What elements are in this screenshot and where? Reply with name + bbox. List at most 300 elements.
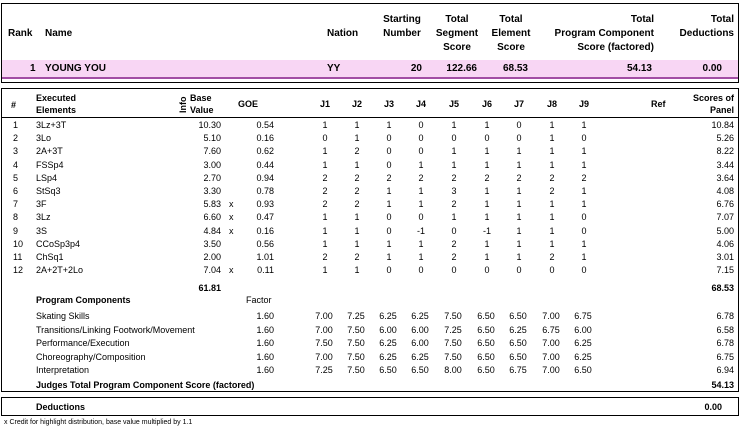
header-tes-line1: Total (499, 14, 523, 25)
element-judge-score: 1 (354, 225, 360, 236)
col-judge-header-8: J8 (546, 99, 557, 109)
element-judge-score: 0 (484, 265, 490, 276)
elements-base-total: 61.81 (198, 283, 221, 293)
pc-judge-score: 6.00 (379, 324, 397, 335)
pc-judge-score: 7.00 (315, 324, 333, 335)
element-judge-score: 0 (322, 133, 328, 144)
pc-factor: 1.60 (256, 365, 274, 376)
element-judge-score: 1 (322, 159, 328, 170)
element-row (0, 251, 740, 264)
element-x-credit: x (229, 265, 234, 276)
element-base-value: 3.50 (203, 238, 221, 249)
col-judge-header-5: J5 (448, 99, 459, 109)
element-judge-score: 1 (418, 186, 424, 196)
pc-title: Program Components (36, 295, 131, 305)
element-judge-score: 1 (516, 186, 522, 196)
col-num-header: # (11, 100, 17, 110)
header-total-element-score (480, 13, 542, 55)
element-name: 3Lz (36, 212, 51, 223)
header-tss-line1: Total (445, 14, 469, 25)
col-panel-header (670, 92, 734, 116)
header-tes-line2: Element (491, 28, 531, 39)
col-executed-line1: Executed (36, 93, 77, 103)
element-judge-score: 0 (386, 133, 392, 144)
pc-judge-score: 6.50 (379, 365, 397, 376)
element-goe: 0.62 (256, 146, 274, 157)
element-judge-score: 0 (484, 133, 490, 144)
element-row (0, 119, 740, 132)
element-judge-score: 2 (451, 199, 457, 210)
element-judge-score: 1 (549, 225, 555, 236)
element-number: 1 (13, 120, 19, 130)
col-goe-header: GOE (238, 99, 259, 109)
col-base-line2: Value (190, 105, 214, 115)
element-judge-score: -1 (416, 225, 425, 236)
element-judge-score: 1 (386, 186, 392, 196)
pc-judge-score: 6.25 (411, 311, 429, 321)
header-name: Name (45, 28, 73, 39)
element-judge-score: 0 (581, 133, 587, 144)
element-judge-score: 1 (418, 199, 424, 210)
pc-judge-score: 6.25 (574, 351, 592, 362)
col-judge-header-6: J6 (481, 99, 492, 109)
element-row (0, 238, 740, 251)
element-judge-score: 0 (451, 133, 457, 144)
col-judge-header-3: J3 (383, 99, 394, 109)
col-info-header: Info (178, 96, 188, 113)
element-judge-score: 1 (516, 252, 522, 262)
pc-panel-score: 6.94 (716, 365, 734, 376)
pc-judge-score: 7.50 (444, 351, 462, 362)
element-goe: 0.78 (256, 186, 274, 196)
element-goe: 0.16 (256, 133, 274, 144)
element-number: 12 (13, 265, 24, 276)
pc-name: Choreography/Composition (36, 351, 146, 362)
element-judge-score: 1 (322, 120, 328, 130)
col-ref-header: Ref (651, 99, 666, 109)
pc-row (0, 337, 740, 350)
pc-factor: 1.60 (256, 338, 274, 349)
element-panel-score: 8.22 (716, 146, 734, 157)
element-judge-score: 0 (386, 146, 392, 157)
element-judge-score: 1 (581, 186, 587, 196)
element-panel-score: 3.01 (716, 252, 734, 262)
element-goe: 0.56 (256, 238, 274, 249)
element-judge-score: 1 (581, 252, 587, 262)
skater-rank: 1 (30, 63, 36, 74)
element-judge-score: -1 (482, 225, 491, 236)
skater-total-element-score: 68.53 (502, 63, 528, 74)
element-name: FSSp4 (36, 159, 64, 170)
element-judge-score: 0 (451, 225, 457, 236)
pc-judge-score: 6.50 (477, 338, 495, 349)
element-name: 3S (36, 225, 48, 236)
element-judge-score: 0 (451, 265, 457, 276)
header-ded-line2: Deductions (679, 28, 734, 39)
element-judge-score: 1 (516, 159, 522, 170)
element-judge-score: 2 (322, 199, 328, 210)
elements-header-rule (2, 117, 738, 118)
element-judge-score: 0 (418, 120, 424, 130)
element-judge-score: 1 (386, 238, 392, 249)
element-row (0, 172, 740, 185)
element-judge-score: 1 (354, 133, 360, 144)
pc-judge-score: 7.00 (542, 365, 560, 376)
pc-judge-score: 6.25 (379, 338, 397, 349)
element-base-value: 10.30 (198, 120, 221, 130)
element-judge-score: 1 (516, 199, 522, 210)
element-base-value: 2.00 (203, 252, 221, 262)
pc-judge-score: 6.50 (574, 365, 592, 376)
element-judge-score: 1 (418, 238, 424, 249)
element-judge-score: 2 (451, 252, 457, 262)
header-starting-number (372, 13, 432, 41)
element-judge-score: 2 (581, 172, 587, 183)
skater-total-segment-score: 122.66 (446, 63, 477, 74)
element-judge-score: 1 (581, 238, 587, 249)
pc-name: Interpretation (36, 365, 90, 376)
pc-judge-score: 6.00 (411, 338, 429, 349)
pc-row (0, 351, 740, 364)
element-row (0, 145, 740, 158)
element-row (0, 225, 740, 238)
element-judge-score: 1 (451, 146, 457, 157)
element-panel-score: 5.26 (716, 133, 734, 144)
element-judge-score: 1 (549, 120, 555, 130)
pc-row (0, 310, 740, 323)
pc-judge-score: 7.50 (347, 324, 365, 335)
col-judge-header-2: J2 (351, 99, 362, 109)
element-judge-score: 1 (484, 146, 490, 157)
element-judge-score: 1 (549, 133, 555, 144)
pc-judge-score: 7.50 (347, 365, 365, 376)
element-name: LSp4 (36, 172, 58, 183)
element-panel-score: 5.00 (716, 225, 734, 236)
element-judge-score: 0 (581, 265, 587, 276)
pc-judge-score: 6.25 (411, 351, 429, 362)
element-number: 2 (13, 133, 19, 144)
pc-judge-score: 7.00 (542, 338, 560, 349)
element-judge-score: 1 (549, 238, 555, 249)
element-judge-score: 1 (322, 146, 328, 157)
header-tss-line3: Score (443, 42, 471, 53)
deductions-value: 0.00 (704, 402, 722, 412)
element-judge-score: 2 (354, 146, 360, 157)
col-judge-header-7: J7 (513, 99, 524, 109)
footnote: x Credit for highlight distribution, base value multiplied by 1.1 (4, 419, 193, 426)
element-x-credit: x (229, 225, 234, 236)
element-number: 6 (13, 186, 19, 196)
element-judge-score: 0 (581, 212, 587, 223)
deductions-label: Deductions (36, 402, 86, 412)
header-starting-line1: Starting (383, 14, 421, 25)
element-judge-score: 2 (354, 199, 360, 210)
pc-panel-score: 6.58 (716, 324, 734, 335)
pc-judge-score: 7.00 (542, 351, 560, 362)
element-judge-score: 1 (322, 265, 328, 276)
element-judge-score: 1 (322, 225, 328, 236)
pc-judge-score: 6.50 (477, 351, 495, 362)
element-judge-score: 1 (516, 146, 522, 157)
element-row (0, 198, 740, 211)
element-row (0, 264, 740, 277)
element-panel-score: 6.76 (716, 199, 734, 210)
element-judge-score: 0 (386, 159, 392, 170)
element-judge-score: 1 (386, 252, 392, 262)
element-base-value: 6.60 (203, 212, 221, 223)
header-tes-line3: Score (497, 42, 525, 53)
col-judge-header-9: J9 (578, 99, 589, 109)
col-judge-header-4: J4 (415, 99, 426, 109)
element-base-value: 7.04 (203, 265, 221, 276)
element-row (0, 159, 740, 172)
pc-judge-score: 7.00 (542, 311, 560, 321)
element-goe: 0.44 (256, 159, 274, 170)
pc-judge-score: 6.50 (509, 351, 527, 362)
element-name: 3Lo (36, 133, 52, 144)
element-judge-score: 0 (549, 265, 555, 276)
element-judge-score: 1 (549, 212, 555, 223)
header-rank: Rank (8, 28, 33, 39)
pc-judge-score: 6.50 (509, 311, 527, 321)
skater-name: YOUNG YOU (45, 63, 106, 74)
element-goe: 0.47 (256, 212, 274, 223)
element-judge-score: 2 (354, 172, 360, 183)
pc-judge-score: 7.25 (315, 365, 333, 376)
pc-judge-score: 6.50 (477, 324, 495, 335)
pc-judge-score: 6.00 (574, 324, 592, 335)
element-judge-score: 1 (549, 159, 555, 170)
element-judge-score: 1 (451, 212, 457, 223)
element-judge-score: 2 (386, 172, 392, 183)
element-x-credit: x (229, 199, 234, 210)
element-name: 3F (36, 199, 47, 210)
element-judge-score: 0 (581, 225, 587, 236)
pc-judge-score: 7.25 (444, 324, 462, 335)
header-pcs-line3: Score (factored) (577, 42, 654, 53)
element-base-value: 2.70 (203, 172, 221, 183)
element-judge-score: 1 (354, 238, 360, 249)
element-name: 2A+3T (36, 146, 63, 157)
pc-judge-score: 7.25 (347, 311, 365, 321)
element-name: ChSq1 (36, 252, 64, 262)
element-panel-score: 4.08 (716, 186, 734, 196)
pc-judge-score: 7.00 (315, 351, 333, 362)
element-panel-score: 10.84 (711, 120, 734, 130)
element-judge-score: 1 (322, 238, 328, 249)
element-judge-score: 1 (484, 212, 490, 223)
header-starting-line2: Number (383, 28, 421, 39)
elements-panel-total: 68.53 (711, 283, 734, 293)
element-judge-score: 1 (484, 252, 490, 262)
element-base-value: 3.30 (203, 186, 221, 196)
col-panel-line1: Scores of (692, 93, 734, 103)
element-row (0, 132, 740, 145)
pc-row (0, 324, 740, 337)
pc-name: Performance/Execution (36, 338, 130, 349)
element-number: 11 (13, 252, 23, 262)
element-judge-score: 1 (451, 159, 457, 170)
element-goe: 0.94 (256, 172, 274, 183)
element-name: 3Lz+3T (36, 120, 67, 130)
element-base-value: 3.00 (203, 159, 221, 170)
element-row (0, 185, 740, 198)
element-goe: 0.16 (256, 225, 274, 236)
element-judge-score: 2 (549, 186, 555, 196)
skater-total-deductions: 0.00 (702, 63, 722, 74)
element-judge-score: 1 (581, 199, 587, 210)
pc-judge-score: 7.50 (347, 351, 365, 362)
pc-judge-score: 7.50 (444, 311, 462, 321)
col-base-header (190, 92, 214, 116)
element-judge-score: 2 (549, 252, 555, 262)
pc-judge-score: 6.75 (509, 365, 527, 376)
col-executed-line2: Elements (36, 105, 77, 115)
pc-factor: 1.60 (256, 351, 274, 362)
pc-judge-score: 6.50 (477, 311, 495, 321)
element-judge-score: 0 (418, 265, 424, 276)
element-panel-score: 4.06 (716, 238, 734, 249)
pc-judge-score: 6.25 (509, 324, 527, 335)
deductions-box (1, 397, 739, 416)
element-judge-score: 2 (354, 252, 360, 262)
element-number: 4 (13, 159, 19, 170)
header-total-deductions (662, 13, 734, 41)
element-panel-score: 3.64 (716, 172, 734, 183)
header-total-pcs (540, 13, 654, 55)
element-number: 5 (13, 172, 19, 183)
pc-name: Transitions/Linking Footwork/Movement (36, 324, 195, 335)
pc-judge-score: 6.25 (574, 338, 592, 349)
element-judge-score: 0 (516, 265, 522, 276)
element-judge-score: 0 (516, 133, 522, 144)
element-judge-score: 1 (581, 146, 587, 157)
pc-row (0, 364, 740, 377)
header-pcs-line1: Total (630, 14, 654, 25)
element-judge-score: 2 (418, 172, 424, 183)
pc-panel-score: 6.78 (716, 338, 734, 349)
element-judge-score: 2 (549, 172, 555, 183)
element-base-value: 7.60 (203, 146, 221, 157)
element-judge-score: 1 (354, 120, 360, 130)
pc-judge-score: 6.50 (509, 338, 527, 349)
element-judge-score: 1 (386, 120, 392, 130)
element-judge-score: 0 (418, 146, 424, 157)
element-judge-score: 2 (451, 172, 457, 183)
element-panel-score: 3.44 (716, 159, 734, 170)
element-goe: 1.01 (256, 252, 274, 262)
element-judge-score: 1 (484, 238, 490, 249)
pc-judge-score: 6.25 (379, 311, 397, 321)
element-judge-score: 1 (549, 199, 555, 210)
pc-panel-score: 6.78 (716, 311, 734, 321)
element-judge-score: 1 (322, 212, 328, 223)
element-judge-score: 1 (581, 120, 587, 130)
element-judge-score: 0 (516, 120, 522, 130)
element-judge-score: 0 (418, 212, 424, 223)
element-judge-score: 1 (484, 186, 490, 196)
element-judge-score: 0 (386, 212, 392, 223)
element-judge-score: 1 (386, 199, 392, 210)
pc-judge-score: 6.50 (411, 365, 429, 376)
element-judge-score: 1 (549, 146, 555, 157)
element-judge-score: 0 (386, 265, 392, 276)
skater-total-pcs: 54.13 (626, 63, 652, 74)
pc-judge-score: 7.50 (444, 338, 462, 349)
element-judge-score: 2 (451, 238, 457, 249)
element-x-credit: x (229, 212, 234, 223)
element-name: StSq3 (36, 186, 61, 196)
element-name: CCoSp3p4 (36, 238, 81, 249)
col-executed-header (36, 92, 76, 116)
col-panel-line2: Panel (709, 105, 734, 115)
header-pcs-line2: Program Component (554, 28, 654, 39)
element-judge-score: 1 (418, 252, 424, 262)
pc-judge-score: 7.50 (315, 338, 333, 349)
pc-name: Skating Skills (36, 311, 90, 321)
element-judge-score: 1 (484, 120, 490, 130)
element-judge-score: 0 (386, 225, 392, 236)
element-judge-score: 3 (451, 186, 457, 196)
pc-panel-score: 6.75 (716, 351, 734, 362)
element-name: 2A+2T+2Lo (36, 265, 84, 276)
element-judge-score: 1 (418, 159, 424, 170)
element-judge-score: 1 (516, 238, 522, 249)
pc-judge-score: 6.75 (574, 311, 592, 321)
header-tss-line2: Segment (435, 28, 479, 39)
element-base-value: 5.10 (203, 133, 221, 144)
pc-total-value: 54.13 (711, 380, 734, 390)
element-base-value: 4.84 (203, 225, 221, 236)
element-goe: 0.54 (256, 120, 274, 130)
pc-factor: 1.60 (256, 324, 274, 335)
element-judge-score: 2 (516, 172, 522, 183)
element-judge-score: 1 (354, 265, 360, 276)
element-judge-score: 2 (322, 252, 328, 262)
element-number: 10 (13, 238, 24, 249)
header-ded-line1: Total (710, 14, 734, 25)
header-nation: Nation (327, 28, 359, 39)
element-judge-score: 2 (322, 186, 328, 196)
col-judge-header-1: J1 (319, 99, 330, 109)
pc-judge-score: 6.25 (379, 351, 397, 362)
element-number: 8 (13, 212, 19, 223)
element-goe: 0.93 (256, 199, 274, 210)
element-judge-score: 1 (354, 212, 360, 223)
element-judge-score: 2 (322, 172, 328, 183)
element-row (0, 211, 740, 224)
pc-judge-score: 6.75 (542, 324, 560, 335)
element-judge-score: 2 (354, 186, 360, 196)
element-judge-score: 1 (516, 212, 522, 223)
element-panel-score: 7.07 (716, 212, 734, 223)
pc-factor: 1.60 (256, 311, 274, 321)
element-number: 7 (13, 199, 19, 210)
element-judge-score: 1 (354, 159, 360, 170)
element-base-value: 5.83 (203, 199, 221, 210)
element-number: 3 (13, 146, 19, 157)
pc-judge-score: 6.50 (477, 365, 495, 376)
col-base-line1: Base (190, 93, 212, 103)
skater-nation: YY (327, 63, 341, 74)
pc-judge-score: 6.00 (411, 324, 429, 335)
element-judge-score: 1 (581, 159, 587, 170)
pc-factor-header: Factor (246, 295, 272, 305)
pc-judge-score: 7.00 (315, 311, 333, 321)
element-judge-score: 1 (516, 225, 522, 236)
element-judge-score: 1 (451, 120, 457, 130)
element-judge-score: 0 (418, 133, 424, 144)
